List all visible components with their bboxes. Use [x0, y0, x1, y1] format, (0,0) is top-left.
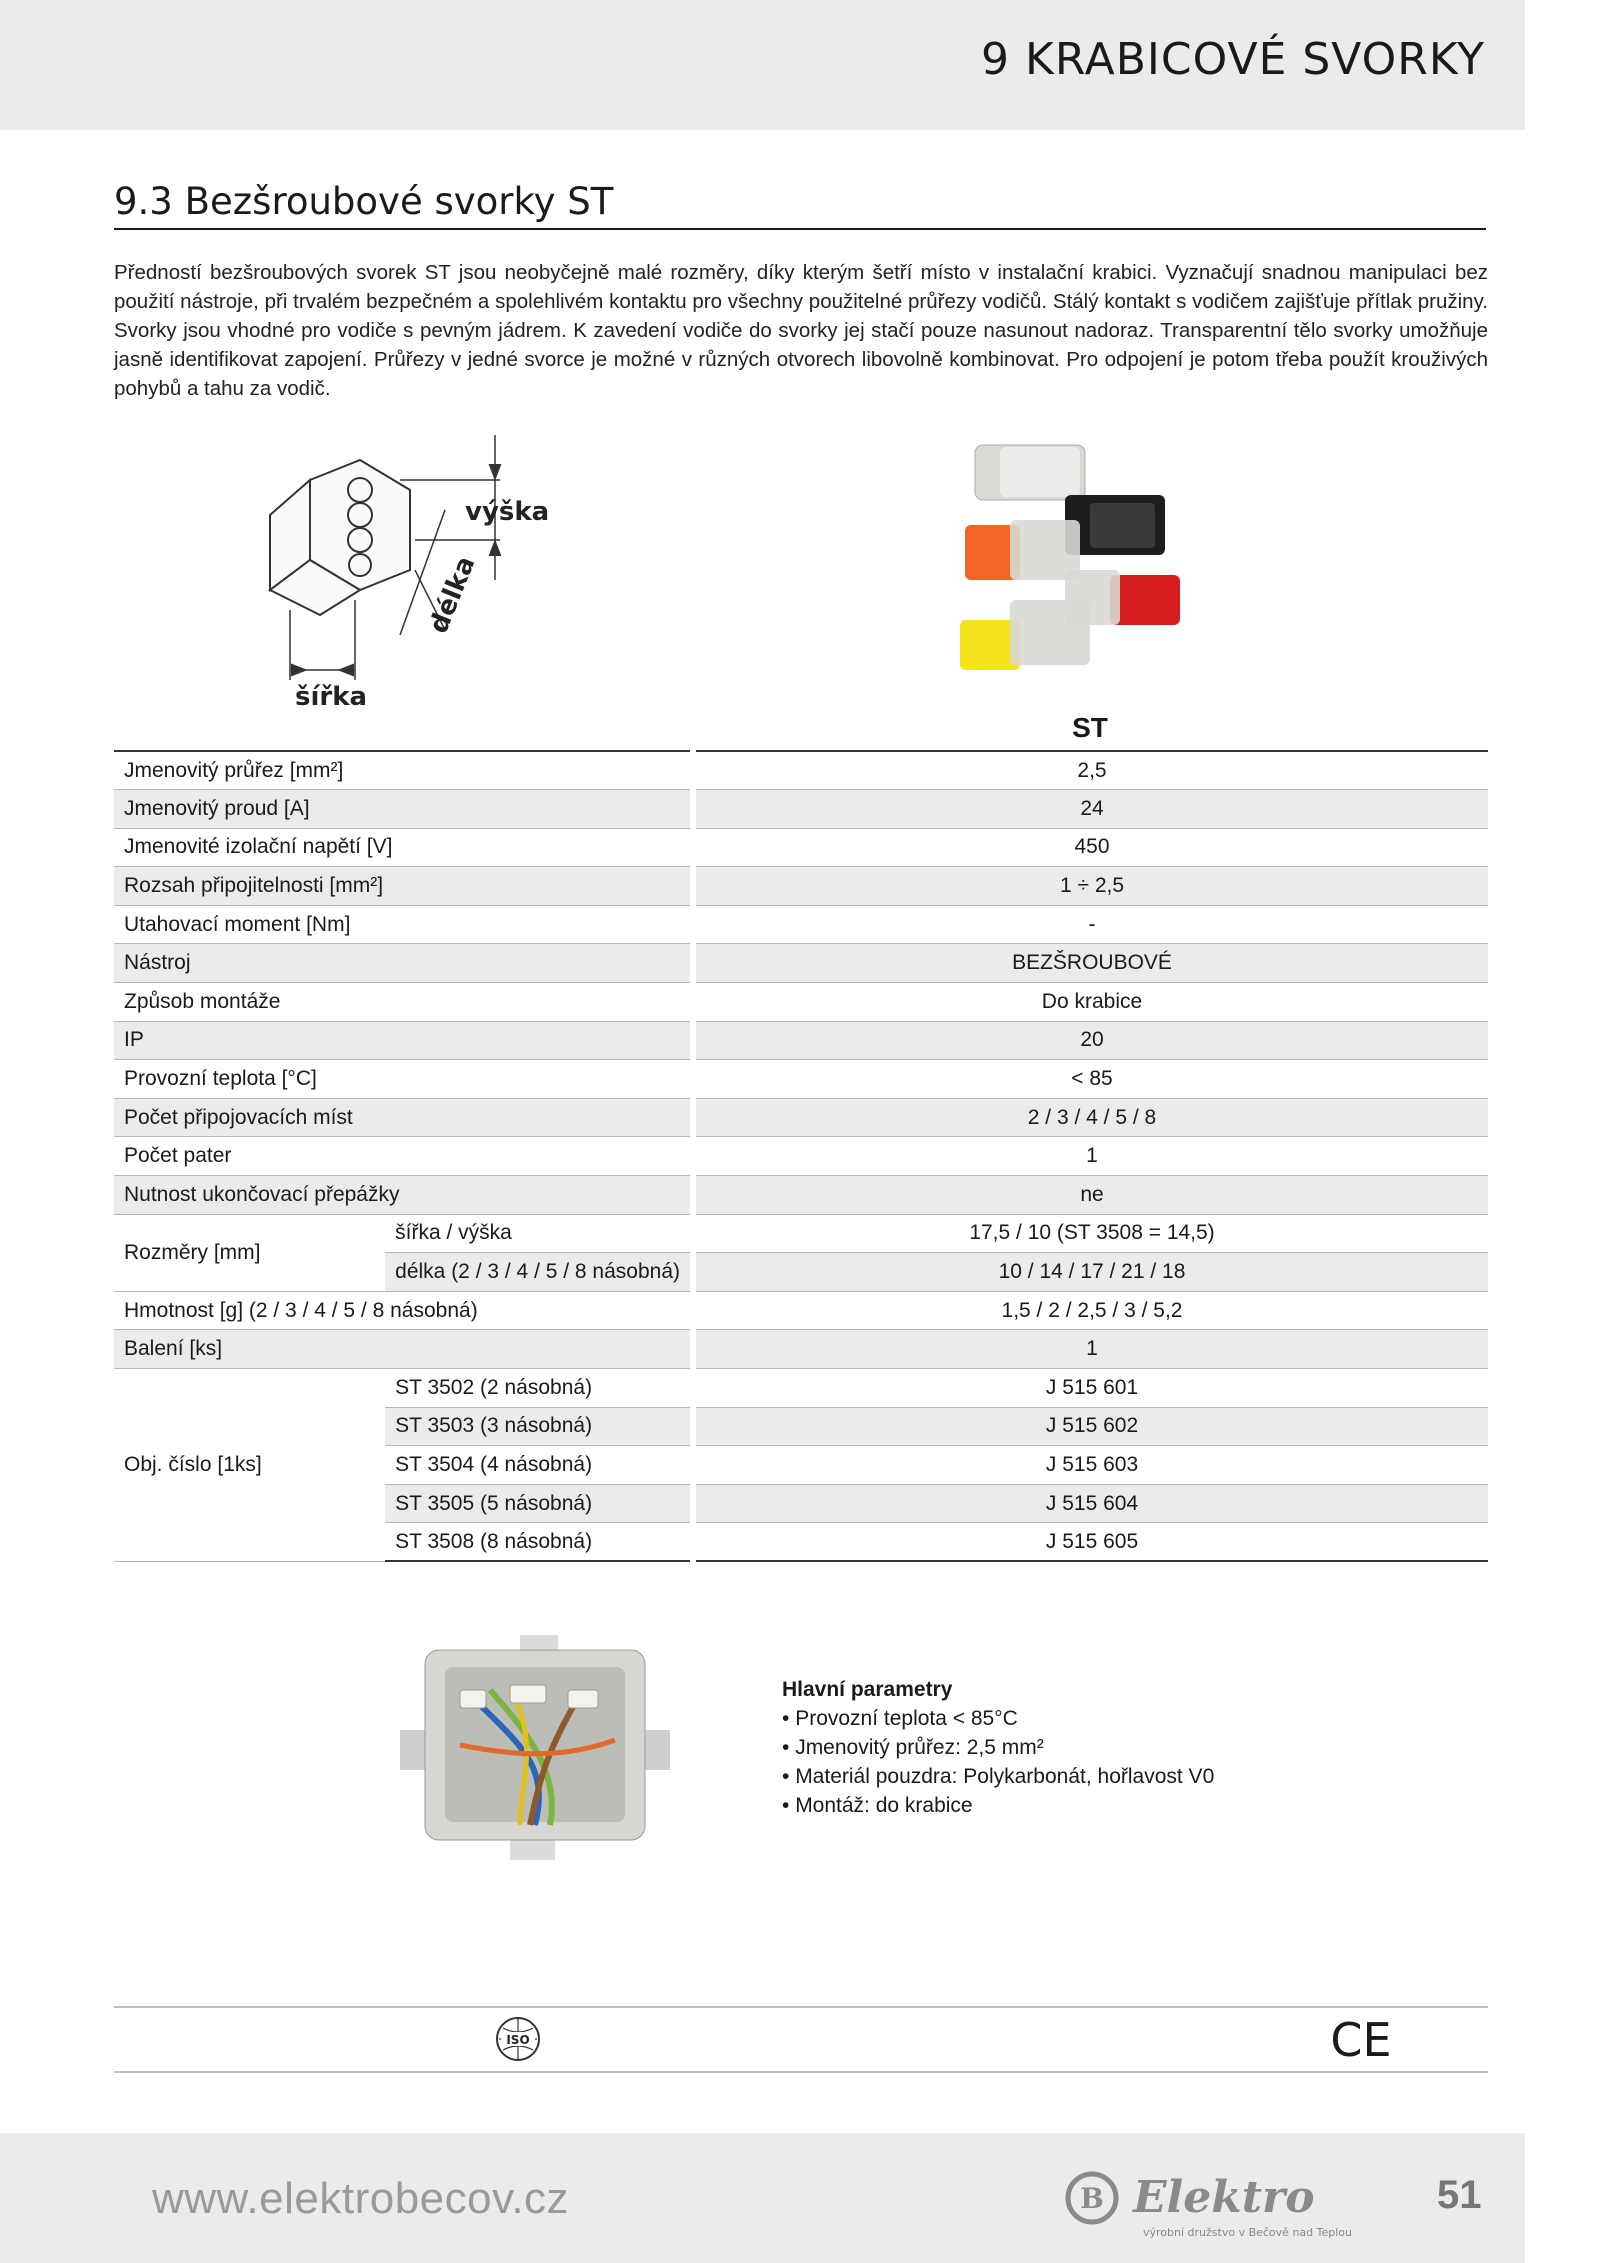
row-label: Počet pater — [114, 1137, 693, 1176]
row-value: 1,5 / 2 / 2,5 / 3 / 5,2 — [693, 1291, 1488, 1330]
row-value: ne — [693, 1176, 1488, 1215]
table-row — [114, 828, 1488, 867]
table-row — [114, 867, 1488, 906]
row-label: Utahovací moment [Nm] — [114, 905, 693, 944]
table-row — [114, 1214, 1488, 1253]
row-value: 24 — [693, 790, 1488, 829]
row-value: 1 ÷ 2,5 — [693, 867, 1488, 906]
row-label: Nutnost ukončovací přepážky — [114, 1176, 693, 1215]
table-row — [114, 1137, 1488, 1176]
row-value: J 515 603 — [693, 1446, 1488, 1485]
row-value: J 515 602 — [693, 1407, 1488, 1446]
table-row — [114, 944, 1488, 983]
chapter-title: 9 KRABICOVÉ SVORKY — [981, 34, 1485, 85]
table-row — [114, 751, 1488, 790]
row-label: Jmenovitý proud [A] — [114, 790, 693, 829]
row-value: Do krabice — [693, 983, 1488, 1022]
row-sublabel: ST 3505 (5 násobná) — [385, 1484, 693, 1523]
table-row — [114, 905, 1488, 944]
cert-divider-top — [114, 2006, 1488, 2008]
row-label: Nástroj — [114, 944, 693, 983]
logo-wordmark: Elektro — [1133, 2172, 1315, 2223]
row-value: 2 / 3 / 4 / 5 / 8 — [693, 1098, 1488, 1137]
table-row — [114, 1021, 1488, 1060]
row-sublabel: délka (2 / 3 / 4 / 5 / 8 násobná) — [385, 1253, 693, 1292]
height-label: výška — [465, 497, 550, 527]
row-value: 450 — [693, 828, 1488, 867]
width-label: šířka — [295, 682, 368, 710]
params-item: • Jmenovitý průřez: 2,5 mm² — [782, 1733, 1214, 1762]
row-label: Hmotnost [g] (2 / 3 / 4 / 5 / 8 násobná) — [114, 1291, 693, 1330]
section-divider — [114, 228, 1486, 230]
connector-orange — [965, 520, 1080, 580]
row-value: 1 — [693, 1330, 1488, 1369]
row-label: Provozní teplota [°C] — [114, 1060, 693, 1099]
page-number: 51 — [1437, 2173, 1482, 2217]
row-sublabel: šířka / výška — [385, 1214, 693, 1253]
table-row — [114, 1060, 1488, 1099]
group-label: Rozměry [mm] — [114, 1214, 385, 1291]
table-row — [114, 1176, 1488, 1215]
length-label: délka — [423, 552, 482, 638]
row-label: Balení [ks] — [114, 1330, 693, 1369]
row-value: J 515 601 — [693, 1369, 1488, 1408]
row-sublabel: ST 3504 (4 násobná) — [385, 1446, 693, 1485]
intro-paragraph: Předností bezšroubových svorek ST jsou neobyčejně malé rozměry, díky kterým šetří místo v instalační krabici. Vyznačují snadnou manipulaci bez použití nástroje, při trvalém bezpečném a spolehlivém kontaktu pro všechny použitelné průřezy vodičů. Stálý kontakt s vodičem zajišťuje přítlak pružiny. Svorky jsou vhodné pro vodiče s pevným jádrem. K zavedení vodiče do svorky jej stačí pouze nasunout nadoraz. Transparentní tělo svorky umožňuje jasně identifikovat zapojení. Průřezy v jedné svorce je možné v různých otvorech libovolně kombinovat. Pro odpojení je potom třeba použít krouživých pohybů a tahu za vodič. — [114, 261, 1488, 400]
row-label: Počet připojovacích míst — [114, 1098, 693, 1137]
svg-text:B: B — [1080, 2182, 1104, 2215]
group-label: Obj. číslo [1ks] — [114, 1369, 385, 1562]
main-parameters — [782, 1675, 1214, 1820]
row-label: Jmenovité izolační napětí [V] — [114, 828, 693, 867]
row-value: BEZŠROUBOVÉ — [693, 944, 1488, 983]
row-label: IP — [114, 1021, 693, 1060]
table-row — [114, 1369, 1488, 1408]
table-row — [114, 1291, 1488, 1330]
row-value: 17,5 / 10 (ST 3508 = 14,5) — [693, 1214, 1488, 1253]
logo-subtitle: výrobní družstvo v Bečově nad Teplou — [1143, 2226, 1352, 2239]
dimension-diagram — [250, 420, 580, 710]
connector-yellow — [960, 600, 1090, 670]
row-value: J 515 604 — [693, 1484, 1488, 1523]
params-list — [782, 1704, 1214, 1820]
row-value: 10 / 14 / 17 / 21 / 18 — [693, 1253, 1488, 1292]
params-item: • Materiál pouzdra: Polykarbonát, hořlavost V0 — [782, 1762, 1214, 1791]
table-row — [114, 983, 1488, 1022]
ce-mark-icon — [1328, 2016, 1394, 2062]
table-row — [114, 1098, 1488, 1137]
iso-label: ISO — [506, 2033, 530, 2047]
row-value: - — [693, 905, 1488, 944]
connectors-photo — [940, 425, 1220, 675]
table-row — [114, 1330, 1488, 1369]
row-value: < 85 — [693, 1060, 1488, 1099]
row-sublabel: ST 3508 (8 násobná) — [385, 1523, 693, 1562]
connector-clear — [975, 445, 1085, 500]
section-title: 9.3 Bezšroubové svorky ST — [114, 180, 614, 223]
row-label: Jmenovitý průřez [mm²] — [114, 751, 693, 790]
params-heading: Hlavní parametry — [782, 1678, 953, 1701]
row-value: 20 — [693, 1021, 1488, 1060]
cert-divider-bottom — [114, 2071, 1488, 2073]
row-sublabel: ST 3502 (2 násobná) — [385, 1369, 693, 1408]
row-label: Způsob montáže — [114, 983, 693, 1022]
ce-label: CE — [1330, 2016, 1392, 2062]
spec-table — [114, 750, 1488, 1562]
row-value: 1 — [693, 1137, 1488, 1176]
row-value: 2,5 — [693, 751, 1488, 790]
row-label: Rozsah připojitelnosti [mm²] — [114, 867, 693, 906]
row-value: J 515 605 — [693, 1523, 1488, 1562]
row-sublabel: ST 3503 (3 násobná) — [385, 1407, 693, 1446]
table-row — [114, 790, 1488, 829]
spec-column-header: ST — [1072, 712, 1108, 743]
params-item: • Provozní teplota < 85°C — [782, 1704, 1214, 1733]
footer-url[interactable]: www.elektrobecov.cz — [152, 2174, 570, 2223]
junction-box-photo — [400, 1635, 670, 1860]
iso-icon — [495, 2016, 541, 2062]
params-item: • Montáž: do krabice — [782, 1791, 1214, 1820]
elektro-logo — [1065, 2158, 1385, 2244]
